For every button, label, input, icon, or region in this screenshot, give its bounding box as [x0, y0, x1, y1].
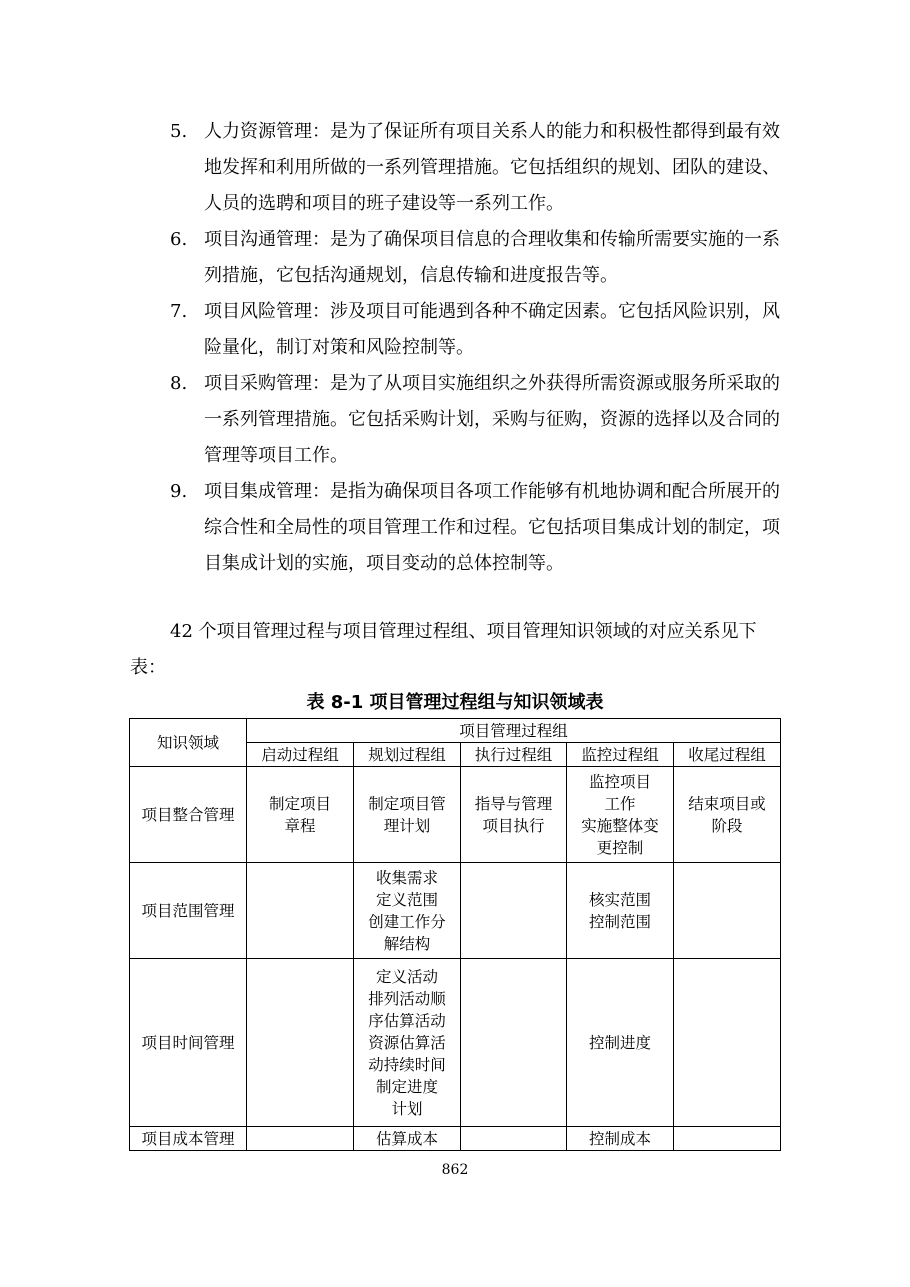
column-header: 规划过程组 — [354, 743, 461, 767]
process-cell: 收集需求 定义范围 创建工作分 解结构 — [354, 863, 461, 959]
table-row — [130, 1127, 781, 1151]
table-header-row — [130, 719, 781, 743]
column-header: 监控过程组 — [567, 743, 674, 767]
group-header-cell: 项目管理过程组 — [247, 719, 781, 743]
page-number: 862 — [441, 1162, 469, 1178]
process-cell — [461, 959, 567, 1127]
corner-header-cell: 知识领域 — [130, 719, 247, 767]
process-cell — [674, 959, 781, 1127]
column-header: 执行过程组 — [461, 743, 567, 767]
list-number: 6. — [170, 229, 188, 250]
process-cell — [461, 1127, 567, 1151]
area-cell: 项目整合管理 — [130, 767, 247, 863]
column-header: 收尾过程组 — [674, 743, 781, 767]
process-cell: 制定项目管 理计划 — [354, 767, 461, 863]
table-caption: 表 8-1 项目管理过程组与知识领域表 — [306, 692, 604, 713]
list-item — [170, 366, 790, 474]
list-item — [170, 474, 790, 582]
area-cell: 项目成本管理 — [130, 1127, 247, 1151]
process-cell: 控制进度 — [567, 959, 674, 1127]
list-text: 项目集成管理：是指为确保项目各项工作能够有机地协调和配合所展开的综合性和全局性的项目管理工作和过程。它包括项目集成计划的制定，项目集成计划的实施，项目变动的总体控制等。 — [204, 481, 780, 574]
list-number: 8. — [170, 373, 188, 394]
list-item — [170, 222, 790, 294]
list-text: 人力资源管理：是为了保证所有项目关系人的能力和积极性都得到最有效地发挥和利用所做的一系列管理措施。它包括组织的规划、团队的建设、人员的选聘和项目的班子建设等一系列工作。 — [204, 121, 780, 214]
process-cell — [674, 1127, 781, 1151]
list-text: 项目沟通管理：是为了确保项目信息的合理收集和传输所需要实施的一系列措施，它包括沟通规划，信息传输和进度报告等。 — [204, 229, 780, 286]
process-cell: 监控项目 工作 实施整体变 更控制 — [567, 767, 674, 863]
list-text: 项目采购管理：是为了从项目实施组织之外获得所需资源或服务所采取的一系列管理措施。它包括采购计划，采购与征购，资源的选择以及合同的管理等项目工作。 — [204, 373, 780, 466]
process-cell — [247, 959, 354, 1127]
process-cell — [674, 863, 781, 959]
area-cell: 项目范围管理 — [130, 863, 247, 959]
list-item — [170, 114, 790, 222]
table-row — [130, 863, 781, 959]
table-row — [130, 767, 781, 863]
list-item — [170, 294, 790, 366]
list-number: 9. — [170, 481, 188, 502]
list-number: 7. — [170, 301, 188, 322]
column-header: 启动过程组 — [247, 743, 354, 767]
process-cell: 核实范围 控制范围 — [567, 863, 674, 959]
process-cell: 结束项目或 阶段 — [674, 767, 781, 863]
process-cell: 指导与管理 项目执行 — [461, 767, 567, 863]
process-cell: 制定项目 章程 — [247, 767, 354, 863]
intro-paragraph: 42 个项目管理过程与项目管理过程组、项目管理知识领域的对应关系见下表： — [130, 621, 757, 678]
process-cell — [247, 1127, 354, 1151]
knowledge-area-table — [129, 718, 781, 1151]
process-cell: 估算成本 — [354, 1127, 461, 1151]
process-cell — [247, 863, 354, 959]
area-cell: 项目时间管理 — [130, 959, 247, 1127]
process-cell: 控制成本 — [567, 1127, 674, 1151]
process-cell: 定义活动 排列活动顺 序估算活动 资源估算活 动持续时间 制定进度 计划 — [354, 959, 461, 1127]
list-text: 项目风险管理：涉及项目可能遇到各种不确定因素。它包括风险识别，风险量化，制订对策和风险控制等。 — [204, 301, 780, 358]
list-number: 5. — [170, 121, 188, 142]
process-cell — [461, 863, 567, 959]
table-row — [130, 959, 781, 1127]
